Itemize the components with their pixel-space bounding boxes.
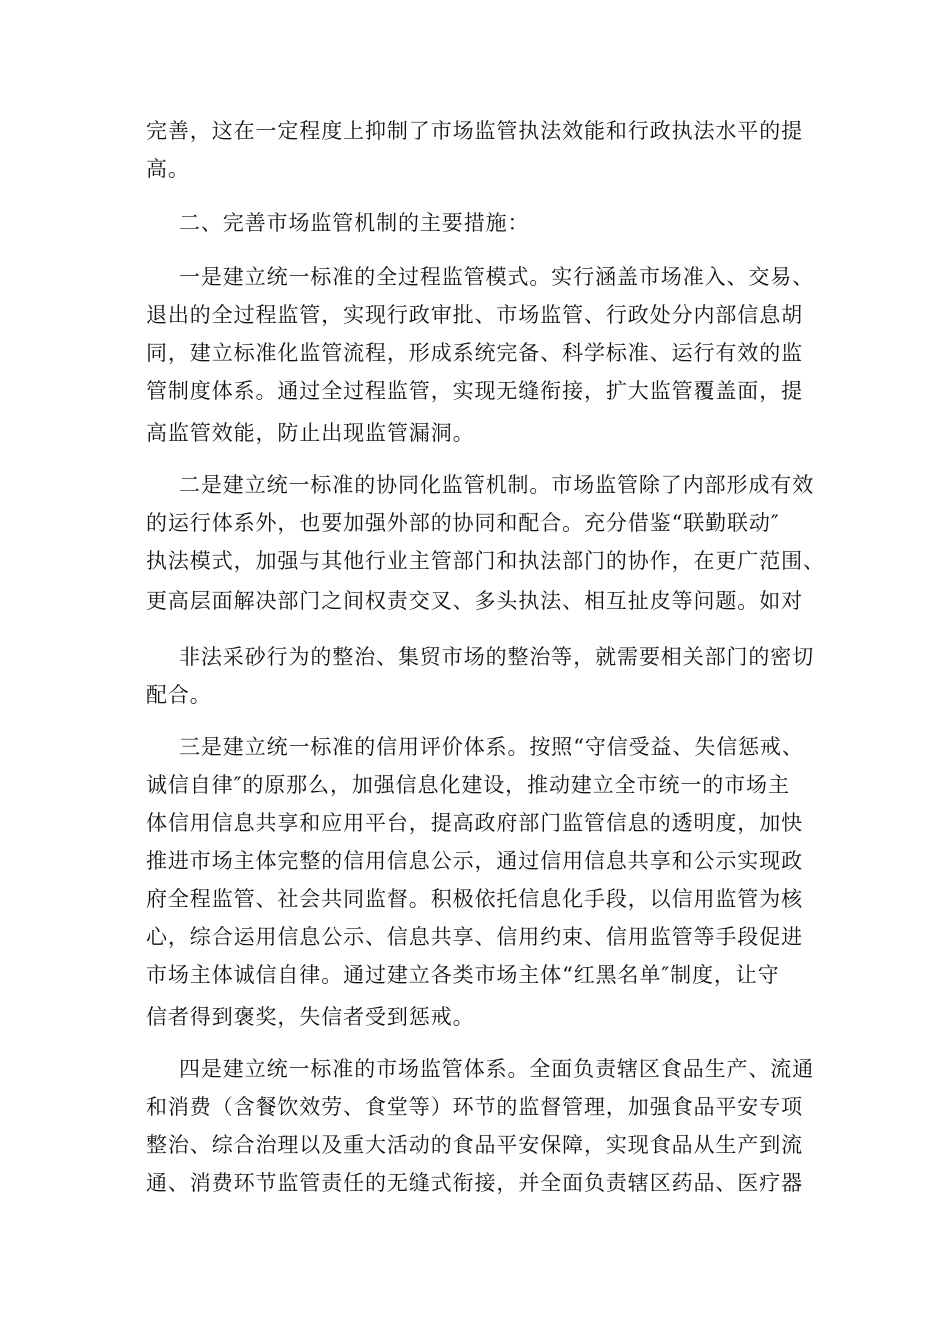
- text-line: 同，建立标准化监管流程，形成系统完备、科学标准、运行有效的监: [146, 341, 803, 365]
- section-heading: 二、完善市场监管机制的主要措施：: [179, 211, 530, 235]
- text-line: 高。: [146, 157, 190, 181]
- text-line: 体信用信息共享和应用平台，提高政府部门监管信息的透明度，加快: [146, 811, 803, 835]
- text-line: 完善，这在一定程度上抑制了市场监管执法效能和行政执法水平的提: [146, 119, 803, 143]
- text-line: 心，综合运用信息公示、信息共享、信用约束、信用监管等手段促进: [146, 925, 803, 949]
- text-line: 三是建立统一标准的信用评价体系。按照“守信受益、失信惩戒、: [179, 735, 804, 759]
- text-line: 信者得到褒奖，失信者受到惩戒。: [146, 1005, 475, 1029]
- text-line: 诚信自律″的原那么，加强信息化建设，推动建立全市统一的市场主: [146, 773, 790, 797]
- text-line: 更高层面解决部门之间权责交叉、多头执法、相互扯皮等问题。如对: [146, 589, 803, 613]
- text-line: 和消费（含餐饮效劳、食堂等）环节的监督管理，加强食品平安专项: [146, 1095, 803, 1119]
- text-line: 一是建立统一标准的全过程监管模式。实行涵盖市场准入、交易、: [179, 265, 815, 289]
- text-line: 推进市场主体完整的信用信息公示，通过信用信息共享和公示实现政: [146, 849, 803, 873]
- text-line: 市场主体诚信自律。通过建立各类市场主体“红黑名单″制度，让守: [146, 963, 780, 987]
- text-line: 非法采砂行为的整治、集贸市场的整治等，就需要相关部门的密切: [179, 645, 815, 669]
- text-line: 配合。: [146, 683, 212, 707]
- text-line: 执法模式，加强与其他行业主管部门和执法部门的协作，在更广范围、: [146, 549, 825, 573]
- text-line: 高监管效能，防止出现监管漏洞。: [146, 421, 475, 445]
- text-line: 退出的全过程监管，实现行政审批、市场监管、行政处分内部信息胡: [146, 303, 803, 327]
- text-line: 府全程监管、社会共同监督。积极依托信息化手段，以信用监管为核: [146, 887, 803, 911]
- text-line: 通、消费环节监管责任的无缝式衔接，并全面负责辖区药品、医疗器: [146, 1171, 803, 1195]
- text-line: 二是建立统一标准的协同化监管机制。市场监管除了内部形成有效: [179, 473, 815, 497]
- text-line: 整治、综合治理以及重大活动的食品平安保障，实现食品从生产到流: [146, 1133, 803, 1157]
- text-line: 管制度体系。通过全过程监管，实现无缝衔接，扩大监管覆盖面，提: [146, 379, 803, 403]
- text-line: 的运行体系外，也要加强外部的协同和配合。充分借鉴“联勤联动″: [146, 511, 780, 535]
- text-line: 四是建立统一标准的市场监管体系。全面负责辖区食品生产、流通: [179, 1057, 815, 1081]
